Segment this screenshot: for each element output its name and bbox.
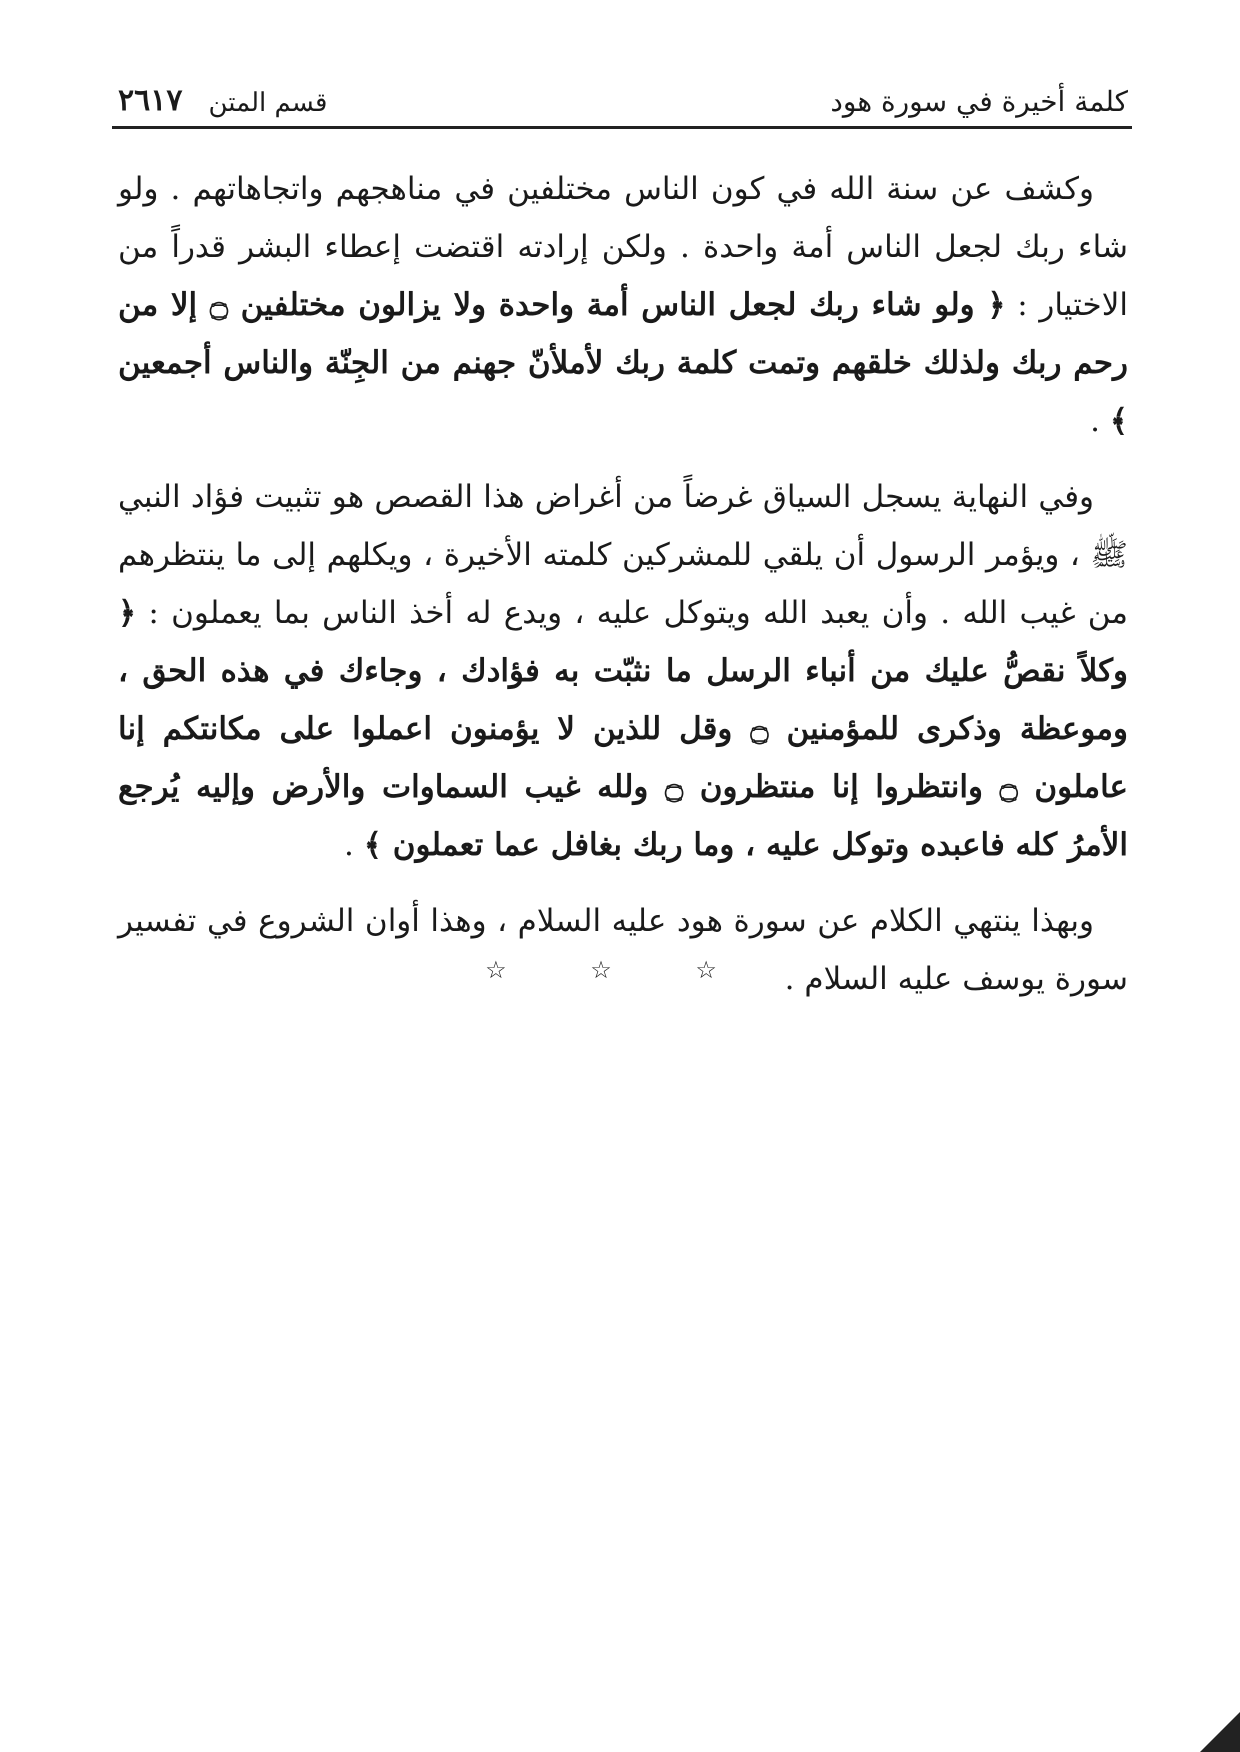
running-header xyxy=(118,70,1128,118)
section-label: قسم المتن xyxy=(208,88,328,118)
paragraph xyxy=(118,892,1128,1008)
main-text xyxy=(118,160,1128,1026)
quran-verse: ﴿ وكلاً نقصُّ عليك من أنباء الرسل ما نثبّت به فؤادك ، وجاءك في هذه الحق ، وموعظة وذكرى للمؤمنين ۝ وقل للذين لا يؤمنون اعملوا على مكانتكم إنا عاملون ۝ وانتظروا إنا منتظرون ۝ ولله غيب السماوات والأرض وإليه يُرجع الأمرُ كله فاعبده وتوكل عليه ، وما ربك بغافل عما تعملون ﴾ xyxy=(118,595,1129,863)
page-number: ٢٦١٧ xyxy=(118,83,183,118)
paragraph xyxy=(118,160,1128,450)
paragraph-text: وكشف عن سنة الله في كون الناس مختلفين في مناهجهم واتجاهاتهم . ولو شاء ربك لجعل الناس أمة واحدة . ولكن إرادته اقتضت إعطاء البشر قدراً من الاختيار : xyxy=(118,171,1128,323)
section-separator-stars: ☆ ☆ ☆ xyxy=(485,956,755,984)
page-corner-mark xyxy=(1200,1712,1240,1752)
header-divider xyxy=(112,126,1132,129)
paragraph-end: . xyxy=(344,827,364,863)
paragraph-text: وفي النهاية يسجل السياق غرضاً من أغراض هذا القصص هو تثبيت فؤاد النبي ﷺ ، ويؤمر الرسول أن يلقي للمشركين كلمته الأخيرة ، ويكلهم إلى ما ينتظرهم من غيب الله . وأن يعبد الله ويتوكل عليه ، ويدع له أخذ الناس بما يعملون : xyxy=(118,479,1128,631)
paragraph-text: وبهذا ينتهي الكلام عن سورة هود عليه السلام ، وهذا أوان الشروع في تفسير سورة يوسف عليه السلام . xyxy=(118,903,1128,997)
chapter-title: كلمة أخيرة في سورة هود xyxy=(830,85,1128,118)
paragraph-end: . xyxy=(1090,403,1110,439)
paragraph xyxy=(118,468,1128,874)
quran-verse: ﴿ ولو شاء ربك لجعل الناس أمة واحدة ولا يزالون مختلفين ۝ إلا من رحم ربك ولذلك خلقهم وتمت كلمة ربك لأملأنّ جهنم من الجِنّة والناس أجمعين ﴾ xyxy=(118,287,1128,439)
